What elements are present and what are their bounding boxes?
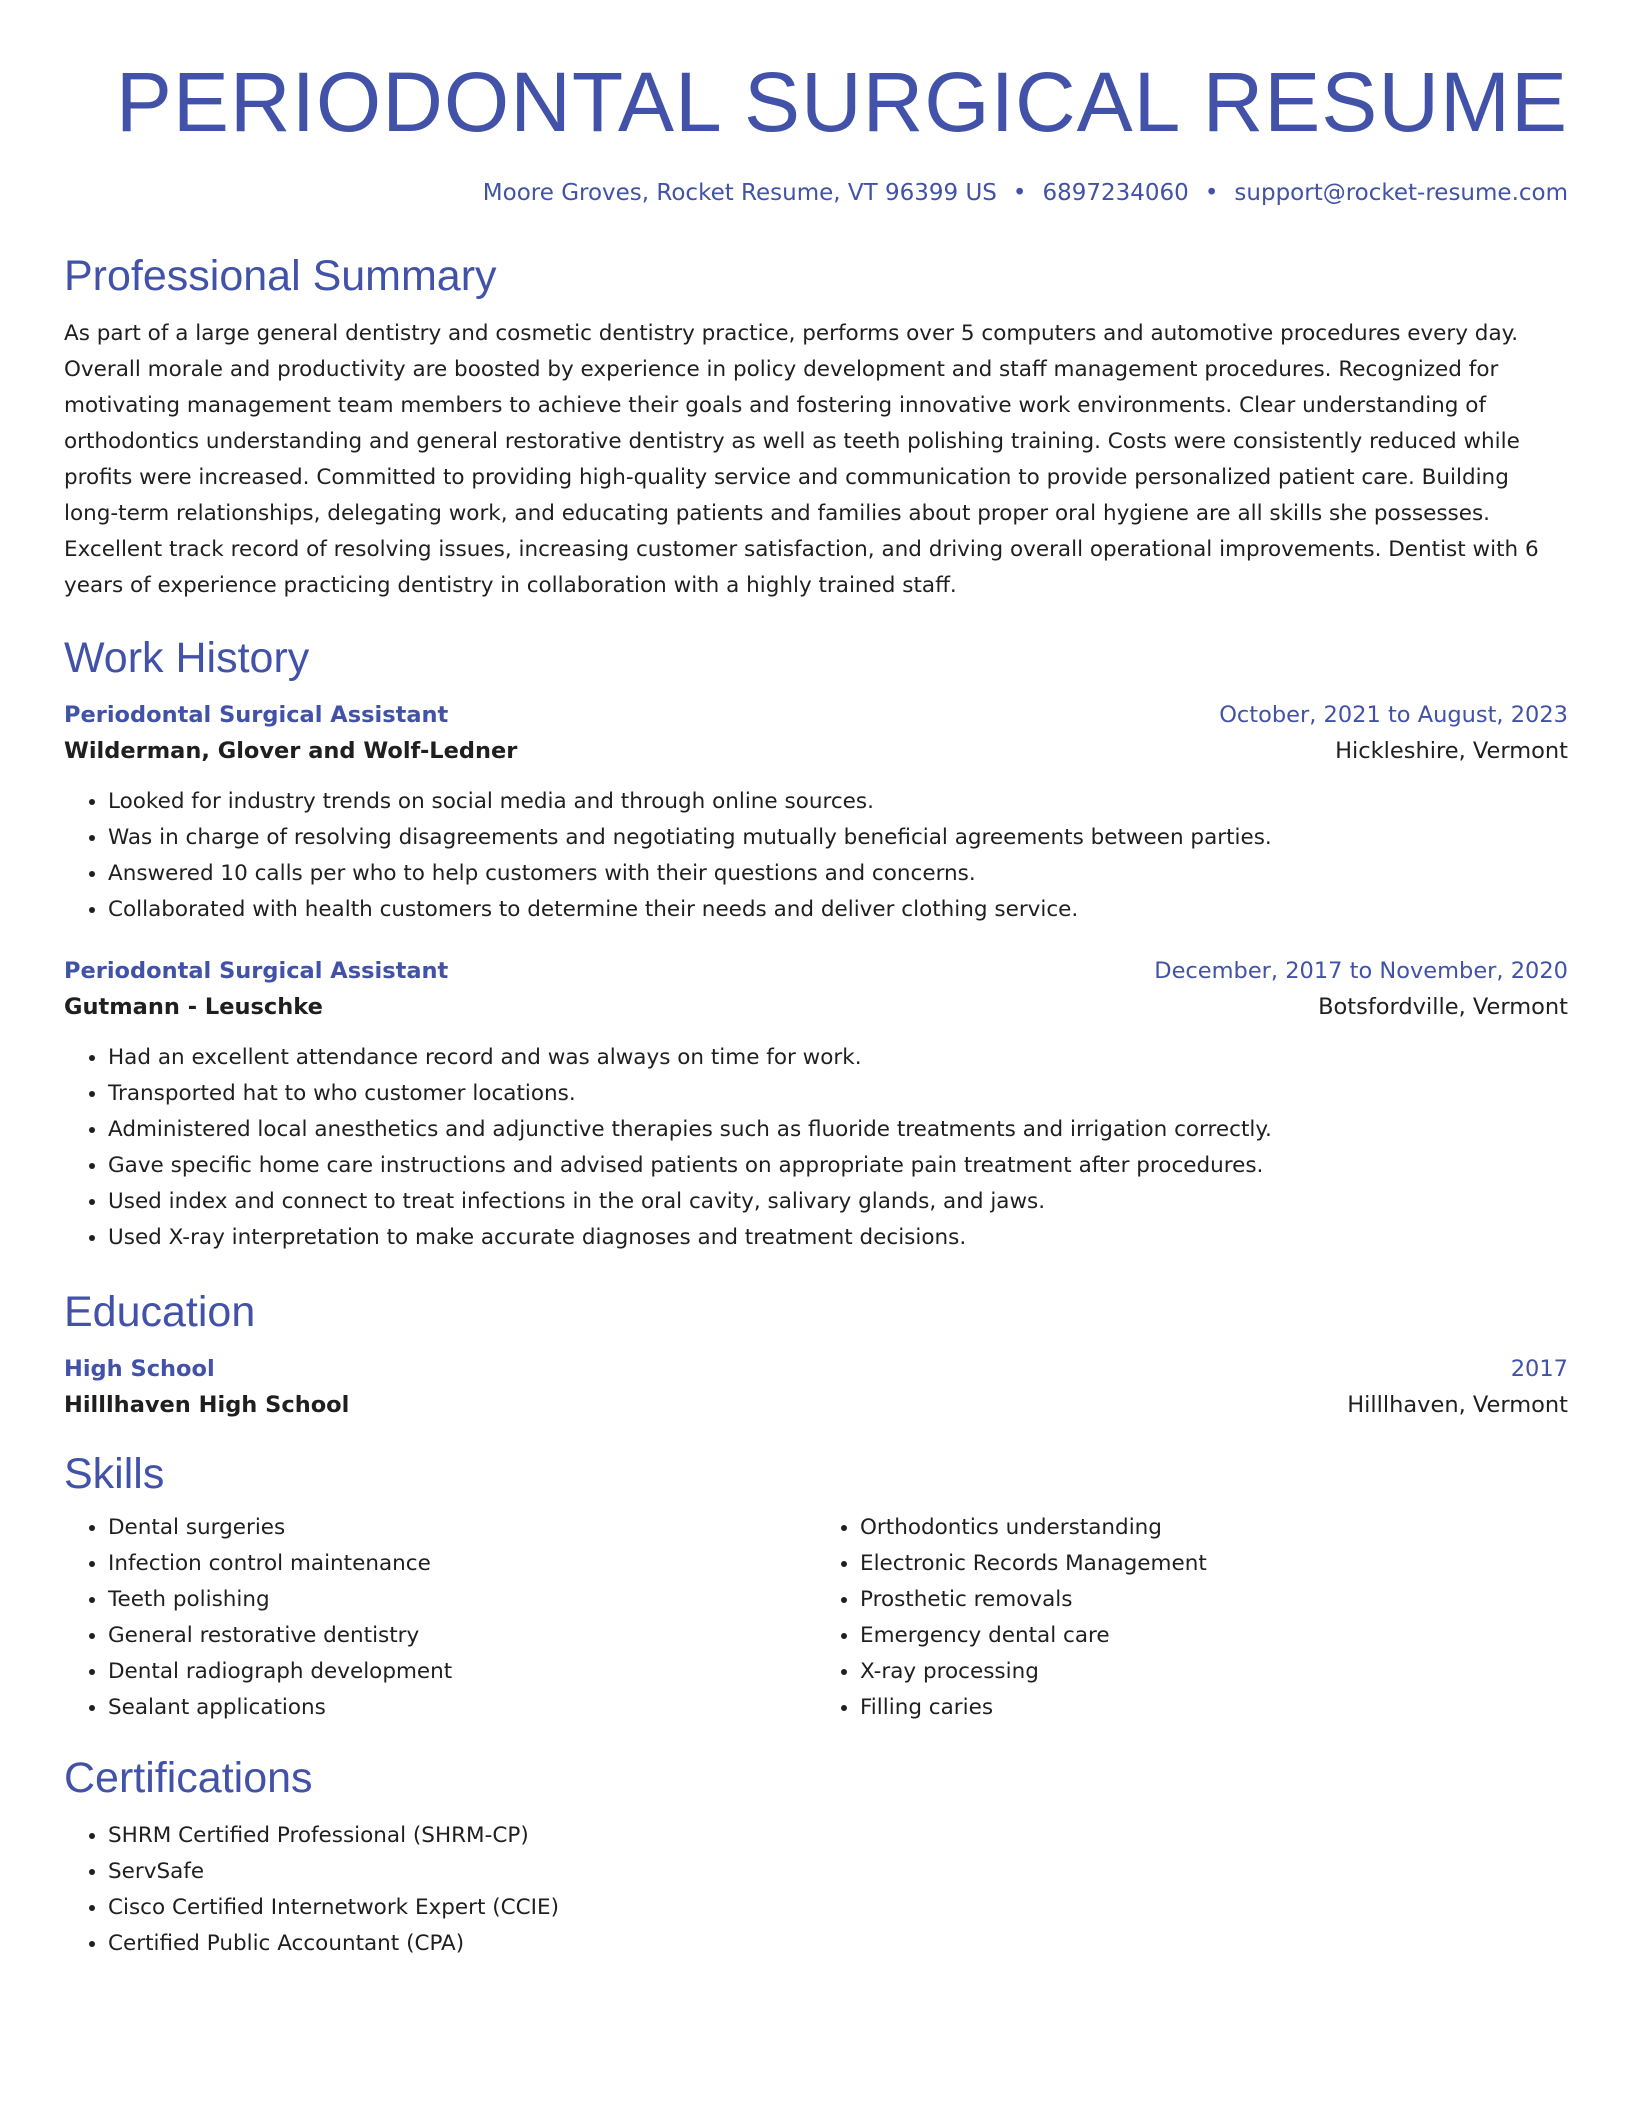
job-dates: October, 2021 to August, 2023 [1219,702,1568,728]
skill-item: • Filling caries [860,1690,1568,1726]
contact-line [64,178,1568,208]
job-location: Hickleshire, Vermont [1335,738,1568,764]
contact-address: Moore Groves, Rocket Resume, VT 96399 US [482,180,997,206]
skills-heading: Skills [64,1450,165,1498]
certification-item: • ServSafe [108,1854,1568,1890]
resume-title: PERIODONTAL SURGICAL RESUME [115,55,1568,149]
certification-item: • SHRM Certified Professional (SHRM-CP) [108,1818,1568,1854]
contact-separator: • [1012,180,1027,206]
skill-item: • Emergency dental care [860,1618,1568,1654]
job-employer: Wilderman, Glover and Wolf-Ledner [64,738,518,764]
job-title: Periodontal Surgical Assistant [64,702,449,728]
job-entry [64,698,1568,928]
job-bullet: • Used index and connect to treat infections in the oral cavity, salivary glands, and jaws. [108,1184,1568,1220]
job-bullets [64,784,1568,928]
job-dates: December, 2017 to November, 2020 [1154,958,1568,984]
education-location: Hilllhaven, Vermont [1347,1392,1568,1418]
certifications-heading: Certifications [64,1754,313,1802]
certifications-list [64,1818,1568,1962]
skill-item: • Infection control maintenance [108,1546,816,1582]
job-location: Botsfordville, Vermont [1318,994,1568,1020]
job-bullet: • Transported hat to who customer locations. [108,1076,1568,1112]
education-heading: Education [64,1288,256,1336]
skills-columns [64,1510,1568,1726]
education-degree: High School [64,1356,215,1382]
education-year: 2017 [1510,1356,1568,1382]
contact-email: support@rocket-resume.com [1234,180,1568,206]
skills-list-right [816,1510,1568,1726]
contact-separator: • [1204,180,1219,206]
job-bullet: • Answered 10 calls per who to help customers with their questions and concerns. [108,856,1568,892]
skill-item: • Electronic Records Management [860,1546,1568,1582]
certification-item: • Cisco Certified Internetwork Expert (CCIE) [108,1890,1568,1926]
job-bullet: • Collaborated with health customers to determine their needs and deliver clothing service. [108,892,1568,928]
skill-item: • Prosthetic removals [860,1582,1568,1618]
job-employer: Gutmann - Leuschke [64,994,323,1020]
certification-item: • Certified Public Accountant (CPA) [108,1926,1568,1962]
skill-item: • Teeth polishing [108,1582,816,1618]
skill-item: • Orthodontics understanding [860,1510,1568,1546]
job-bullet: • Was in charge of resolving disagreements and negotiating mutually beneficial agreements between parties. [108,820,1568,856]
job-entry [64,954,1568,1256]
job-bullet: • Looked for industry trends on social media and through online sources. [108,784,1568,820]
job-bullets [64,1040,1568,1256]
skill-item: • X-ray processing [860,1654,1568,1690]
skill-item: • Dental radiograph development [108,1654,816,1690]
job-title: Periodontal Surgical Assistant [64,958,449,984]
education-entry [64,1352,1568,1424]
skill-item: • Dental surgeries [108,1510,816,1546]
contact-phone: 6897234060 [1042,180,1189,206]
skill-item: • General restorative dentistry [108,1618,816,1654]
job-bullet: • Administered local anesthetics and adjunctive therapies such as fluoride treatments and irrigation correctly. [108,1112,1568,1148]
skill-item: • Sealant applications [108,1690,816,1726]
job-bullet: • Gave specific home care instructions and advised patients on appropriate pain treatment after procedures. [108,1148,1568,1184]
work-history-heading: Work History [64,634,310,682]
summary-text: As part of a large general dentistry and cosmetic dentistry practice, performs over 5 computers and automotive procedures every day. Overall morale and productivity are boosted by experience in policy development and staff management procedures. Recognized for motivating management team members to achieve their goals and fostering innovative work environments. Clear understanding of orthodontics understanding and general restorative dentistry as well as teeth polishing training. Costs were consistently reduced while profits were increased. Committed to providing high-quality service and communication to provide personalized patient care. Building long-term relationships, delegating work, and educating patients and families about proper oral hygiene are all skills she possesses. Excellent track record of resolving issues, increasing customer satisfaction, and driving overall operational improvements. Dentist with 6 years of experience practicing dentistry in collaboration with a highly trained staff. [64,321,1539,598]
job-bullet: • Had an excellent attendance record and was always on time for work. [108,1040,1568,1076]
summary-heading: Professional Summary [64,252,497,300]
skills-list-left [64,1510,816,1726]
job-bullet: • Used X-ray interpretation to make accurate diagnoses and treatment decisions. [108,1220,1568,1256]
education-school: Hilllhaven High School [64,1392,350,1418]
